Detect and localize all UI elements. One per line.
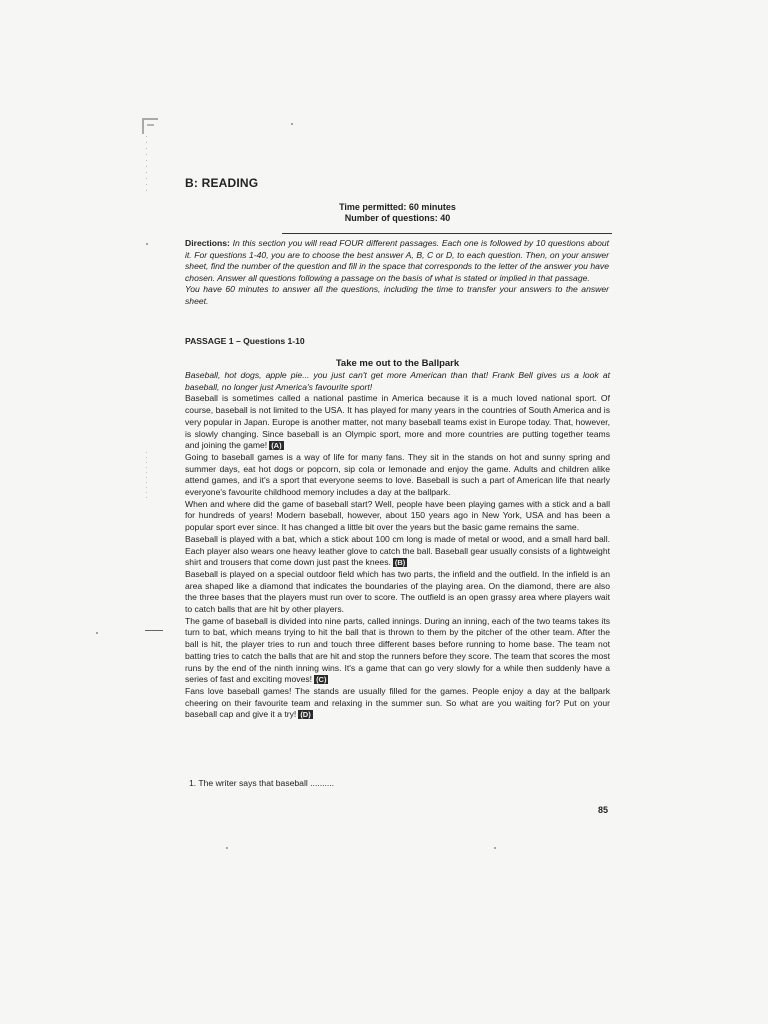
paragraph-marker: (C) <box>316 675 327 685</box>
time-permitted: Time permitted: 60 minutes <box>339 202 456 212</box>
scan-speck <box>226 847 228 849</box>
margin-dash <box>145 630 163 631</box>
scan-speck <box>291 123 293 125</box>
directions <box>185 238 609 308</box>
scan-speck <box>494 847 496 849</box>
paragraph-marker: (A) <box>271 441 282 451</box>
paragraph-text: Fans love baseball games! The stands are usually filled for the games. People enjoy a day at the ballpark cheering on their favourite team and relaxing in the summer sun. So what are you waiting for? Put on your baseball cap and give it a try! <box>185 685 610 720</box>
article-body <box>185 370 610 721</box>
paragraph-text: Baseball is played on a special outdoor field which has two parts, the infield and the outfield. In the infield is an area shaped like a diamond that indicates the boundaries of the playing area. On the diamond, there are also the three bases that the players must run over to score. The outfield is an open grassy area where players wait to catch balls that are hit by other players. <box>185 568 610 615</box>
paragraph <box>185 499 610 534</box>
paragraph-text: Baseball is played with a bat, which a stick about 100 cm long is made of metal or wood, and a small hard ball. Each player also wears one heavy leather glove to catch the ball. Baseball gear usually consists of a lightweight shirt and trousers that come down just past the knees. <box>185 533 610 568</box>
scan-corner-mark <box>142 118 158 134</box>
directions-text: In this section you will read FOUR different passages. Each one is followed by 10 questions about it. For questions 1-40, you are to choose the best answer A, B, C or D, to each question. Then, on your answer sheet, find the number of the question and fill in the space that corresponds to the letter of the answer you have chosen. Answer all questions following a passage on the basis of what is stated or implied in that passage. <box>185 238 610 283</box>
directions-extra: You have 60 minutes to answer all the questions, including the time to transfer your answers to the answer sheet. <box>185 284 609 306</box>
section-title: B: READING <box>185 176 259 190</box>
paragraph <box>185 534 610 569</box>
paragraph <box>185 616 610 686</box>
scan-dotted-line <box>146 136 147 196</box>
paragraph-text: When and where did the game of baseball start? Well, people have been playing games with a stick and a ball for hundreds of years! Modern baseball, however, about 150 years ago in New York, USA and has been a popular sport ever since. It has changed a little bit over the years but the basic game remains the same. <box>185 498 610 533</box>
article-lead: Baseball, hot dogs, apple pie... you just can't get more American than that! Frank Bell gives us a look at baseball, no longer just America's favourite sport! <box>185 370 610 392</box>
number-of-questions: Number of questions: 40 <box>344 213 451 223</box>
question-1: 1. The writer says that baseball .......... <box>189 778 335 788</box>
paragraph-text: The game of baseball is divided into nine parts, called innings. During an inning, each of the two teams takes its turn to bat, which means trying to hit the ball that is thrown to them by the pitcher of the other team. After the ball is hit, the player tries to run and touch three different bases before running to home base. The team not batting tries to catch the balls that are hit and stop the runners before they score. The team that scores the most runs by the end of the ninth inning wins. It's a game that can go very slowly for a while then suddenly have a series of fast and exciting moves! <box>185 615 610 685</box>
scan-speck <box>96 632 98 634</box>
paragraph-text: Baseball is sometimes called a national pastime in America because it is a much loved national sport. Of course, baseball is not limited to the USA. It has played for many years in the countries of South America and is very popular in Japan. Europe is another matter, not many baseball teams exist in Europe today. That, however, is slowly changing. Since baseball is an Olympic sport, more and more countries are putting together teams and joining the game! <box>185 393 610 451</box>
page-number: 85 <box>598 805 609 815</box>
directions-label: Directions: <box>185 238 230 248</box>
paragraph-text: Going to baseball games is a way of life for many fans. They sit in the stands on hot and sunny spring and summer days, eat hot dogs or popcorn, sip cola or lemonade and enjoy the game. Adults and children alike attend games, and it's a sport that everyone seems to love. Baseball is such a part of American life that nearly everyone's favourite childhood memory includes a day at the ballpark. <box>185 451 610 498</box>
paragraph <box>185 452 610 499</box>
paragraph <box>185 393 610 452</box>
passage-label: PASSAGE 1 – Questions 1-10 <box>185 336 305 346</box>
paragraph-marker: (B) <box>394 558 406 568</box>
paragraph-marker: (D) <box>300 710 311 720</box>
scan-speck <box>146 243 148 245</box>
paragraph <box>185 686 610 721</box>
paragraph <box>185 569 610 616</box>
article-title: Take me out to the Ballpark <box>335 358 460 369</box>
divider-rule <box>282 233 612 234</box>
scan-dotted-line <box>146 452 147 502</box>
